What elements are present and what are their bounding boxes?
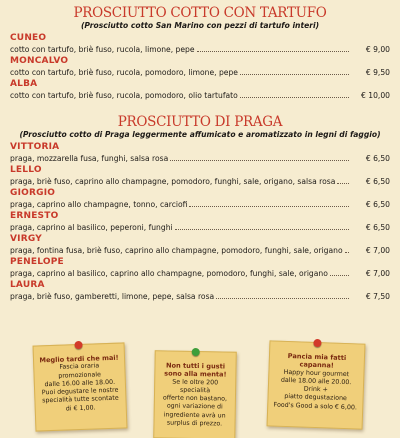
item-price: € 7,50: [365, 292, 390, 301]
menu-item-giorgio: [10, 188, 390, 210]
item-name: VITTORIA: [10, 142, 60, 152]
item-description: praga, caprino al basilico, caprino allo champagne, pomodoro, funghi, sale, origano: [10, 269, 328, 278]
item-name: PENELOPE: [10, 257, 64, 267]
promo-note-meglio-tardi: [33, 342, 128, 431]
leader-dots: [189, 206, 349, 207]
section-subtitle: (Prosciutto cotto di Praga leggermente affumicato e aromatizzato in legni di faggio): [19, 130, 381, 139]
item-name: VIRGY: [10, 234, 42, 244]
note-line: ingrediente avrà un: [163, 411, 226, 420]
leader-dots: [170, 160, 349, 161]
note-line: Fascia oraria: [59, 362, 100, 372]
note-line: ogni variazione di: [166, 402, 223, 411]
menu-section-praga: [10, 115, 390, 302]
item-description: praga, mozzarella fusa, funghi, salsa rosa: [10, 154, 169, 163]
menu-section-tartufo: [10, 6, 390, 101]
note-line: piatto degustazione: [284, 393, 347, 403]
item-description: praga, briè fuso, caprino allo champagne, pomodoro, funghi, sale, origano, salsa rosa: [10, 177, 336, 186]
item-price: € 6,50: [365, 200, 390, 209]
note-line: Se le oltre 200 specialità: [172, 378, 219, 395]
menu-item-alba: [10, 79, 390, 101]
item-price: € 9,50: [365, 68, 390, 77]
note-title: Meglio tardi che mai!: [39, 353, 119, 365]
item-description: praga, briè fuso, gamberetti, limone, pepe, salsa rosa: [10, 292, 215, 301]
note-line: promozionale: [58, 370, 102, 380]
leader-dots: [216, 298, 349, 299]
leader-dots: [197, 51, 349, 52]
item-price: € 7,00: [365, 246, 390, 255]
note-line: Puoi degustare le nostre: [41, 386, 119, 397]
section-subtitle: (Prosciutto cotto San Marino con pezzi di tartufo interi): [80, 21, 320, 30]
item-description: praga, caprino allo champagne, tonno, carciofi: [10, 200, 188, 209]
item-description: cotto con tartufo, briè fuso, rucola, pomodoro, limone, pepe: [10, 68, 238, 77]
promo-notes: [0, 342, 400, 438]
menu-item-ernesto: [10, 211, 390, 233]
note-line: Food's Good a solo € 6,00.: [273, 401, 358, 412]
menu-item-virgy: [10, 234, 390, 256]
item-description: cotto con tartufo, briè fuso, rucola, limone, pepe: [10, 45, 195, 54]
item-name: LELLO: [10, 165, 42, 175]
leader-dots: [345, 252, 349, 253]
item-price: € 10,00: [361, 91, 390, 100]
leader-dots: [330, 275, 349, 276]
pushpin-icon: [192, 348, 200, 356]
item-price: € 7,00: [365, 269, 390, 278]
pushpin-icon: [74, 341, 82, 349]
menu-item-moncalvo: [10, 56, 390, 78]
item-name: GIORGIO: [10, 188, 56, 198]
item-price: € 6,50: [365, 154, 390, 163]
note-title: Pancia mia fatti capanna!: [287, 351, 347, 370]
item-description: praga, fontina fusa, briè fuso, caprino allo champagne, pomodoro, funghi, sale, origano: [10, 246, 343, 255]
menu-item-penelope: [10, 257, 390, 279]
item-description: cotto con tartufo, briè fuso, rucola, pomodoro, olio tartufato: [10, 91, 238, 100]
note-title: Non tutti i gusti sono alla menta!: [164, 361, 227, 379]
item-name: ALBA: [10, 79, 38, 89]
promo-note-happy-hour: [267, 340, 366, 429]
leader-dots: [337, 183, 349, 184]
item-price: € 9,00: [365, 45, 390, 54]
note-line: dalle 18.00 alle 20.00.: [280, 376, 352, 387]
note-line: offerte non bastano,: [162, 394, 228, 403]
note-line: di € 1,00.: [65, 404, 96, 413]
item-price: € 6,50: [365, 223, 390, 232]
menu-item-cuneo: [10, 33, 390, 55]
item-name: LAURA: [10, 280, 45, 290]
note-line: surplus di prezzo.: [166, 419, 223, 428]
section-title: PROSCIUTTO DI PRAGA: [117, 114, 283, 130]
item-name: ERNESTO: [10, 211, 59, 221]
item-price: € 6,50: [365, 177, 390, 186]
item-name: CUNEO: [10, 33, 47, 43]
note-line: Drink +: [303, 385, 328, 394]
item-description: praga, caprino al basilico, peperoni, funghi: [10, 223, 173, 232]
note-line: specialità tutte scontate: [42, 395, 119, 405]
menu-item-vittoria: [10, 142, 390, 164]
menu-item-laura: [10, 280, 390, 302]
leader-dots: [175, 229, 349, 230]
leader-dots: [240, 97, 349, 98]
section-title: PROSCIUTTO COTTO CON TARTUFO: [73, 5, 327, 21]
promo-note-gusti: [153, 350, 237, 438]
menu-item-lello: [10, 165, 390, 187]
leader-dots: [240, 74, 349, 75]
note-line: Happy hour gourmet: [283, 368, 350, 378]
note-line: dalle 16.00 alle 18.00.: [44, 378, 116, 389]
item-name: MONCALVO: [10, 56, 69, 66]
pushpin-icon: [313, 339, 321, 347]
